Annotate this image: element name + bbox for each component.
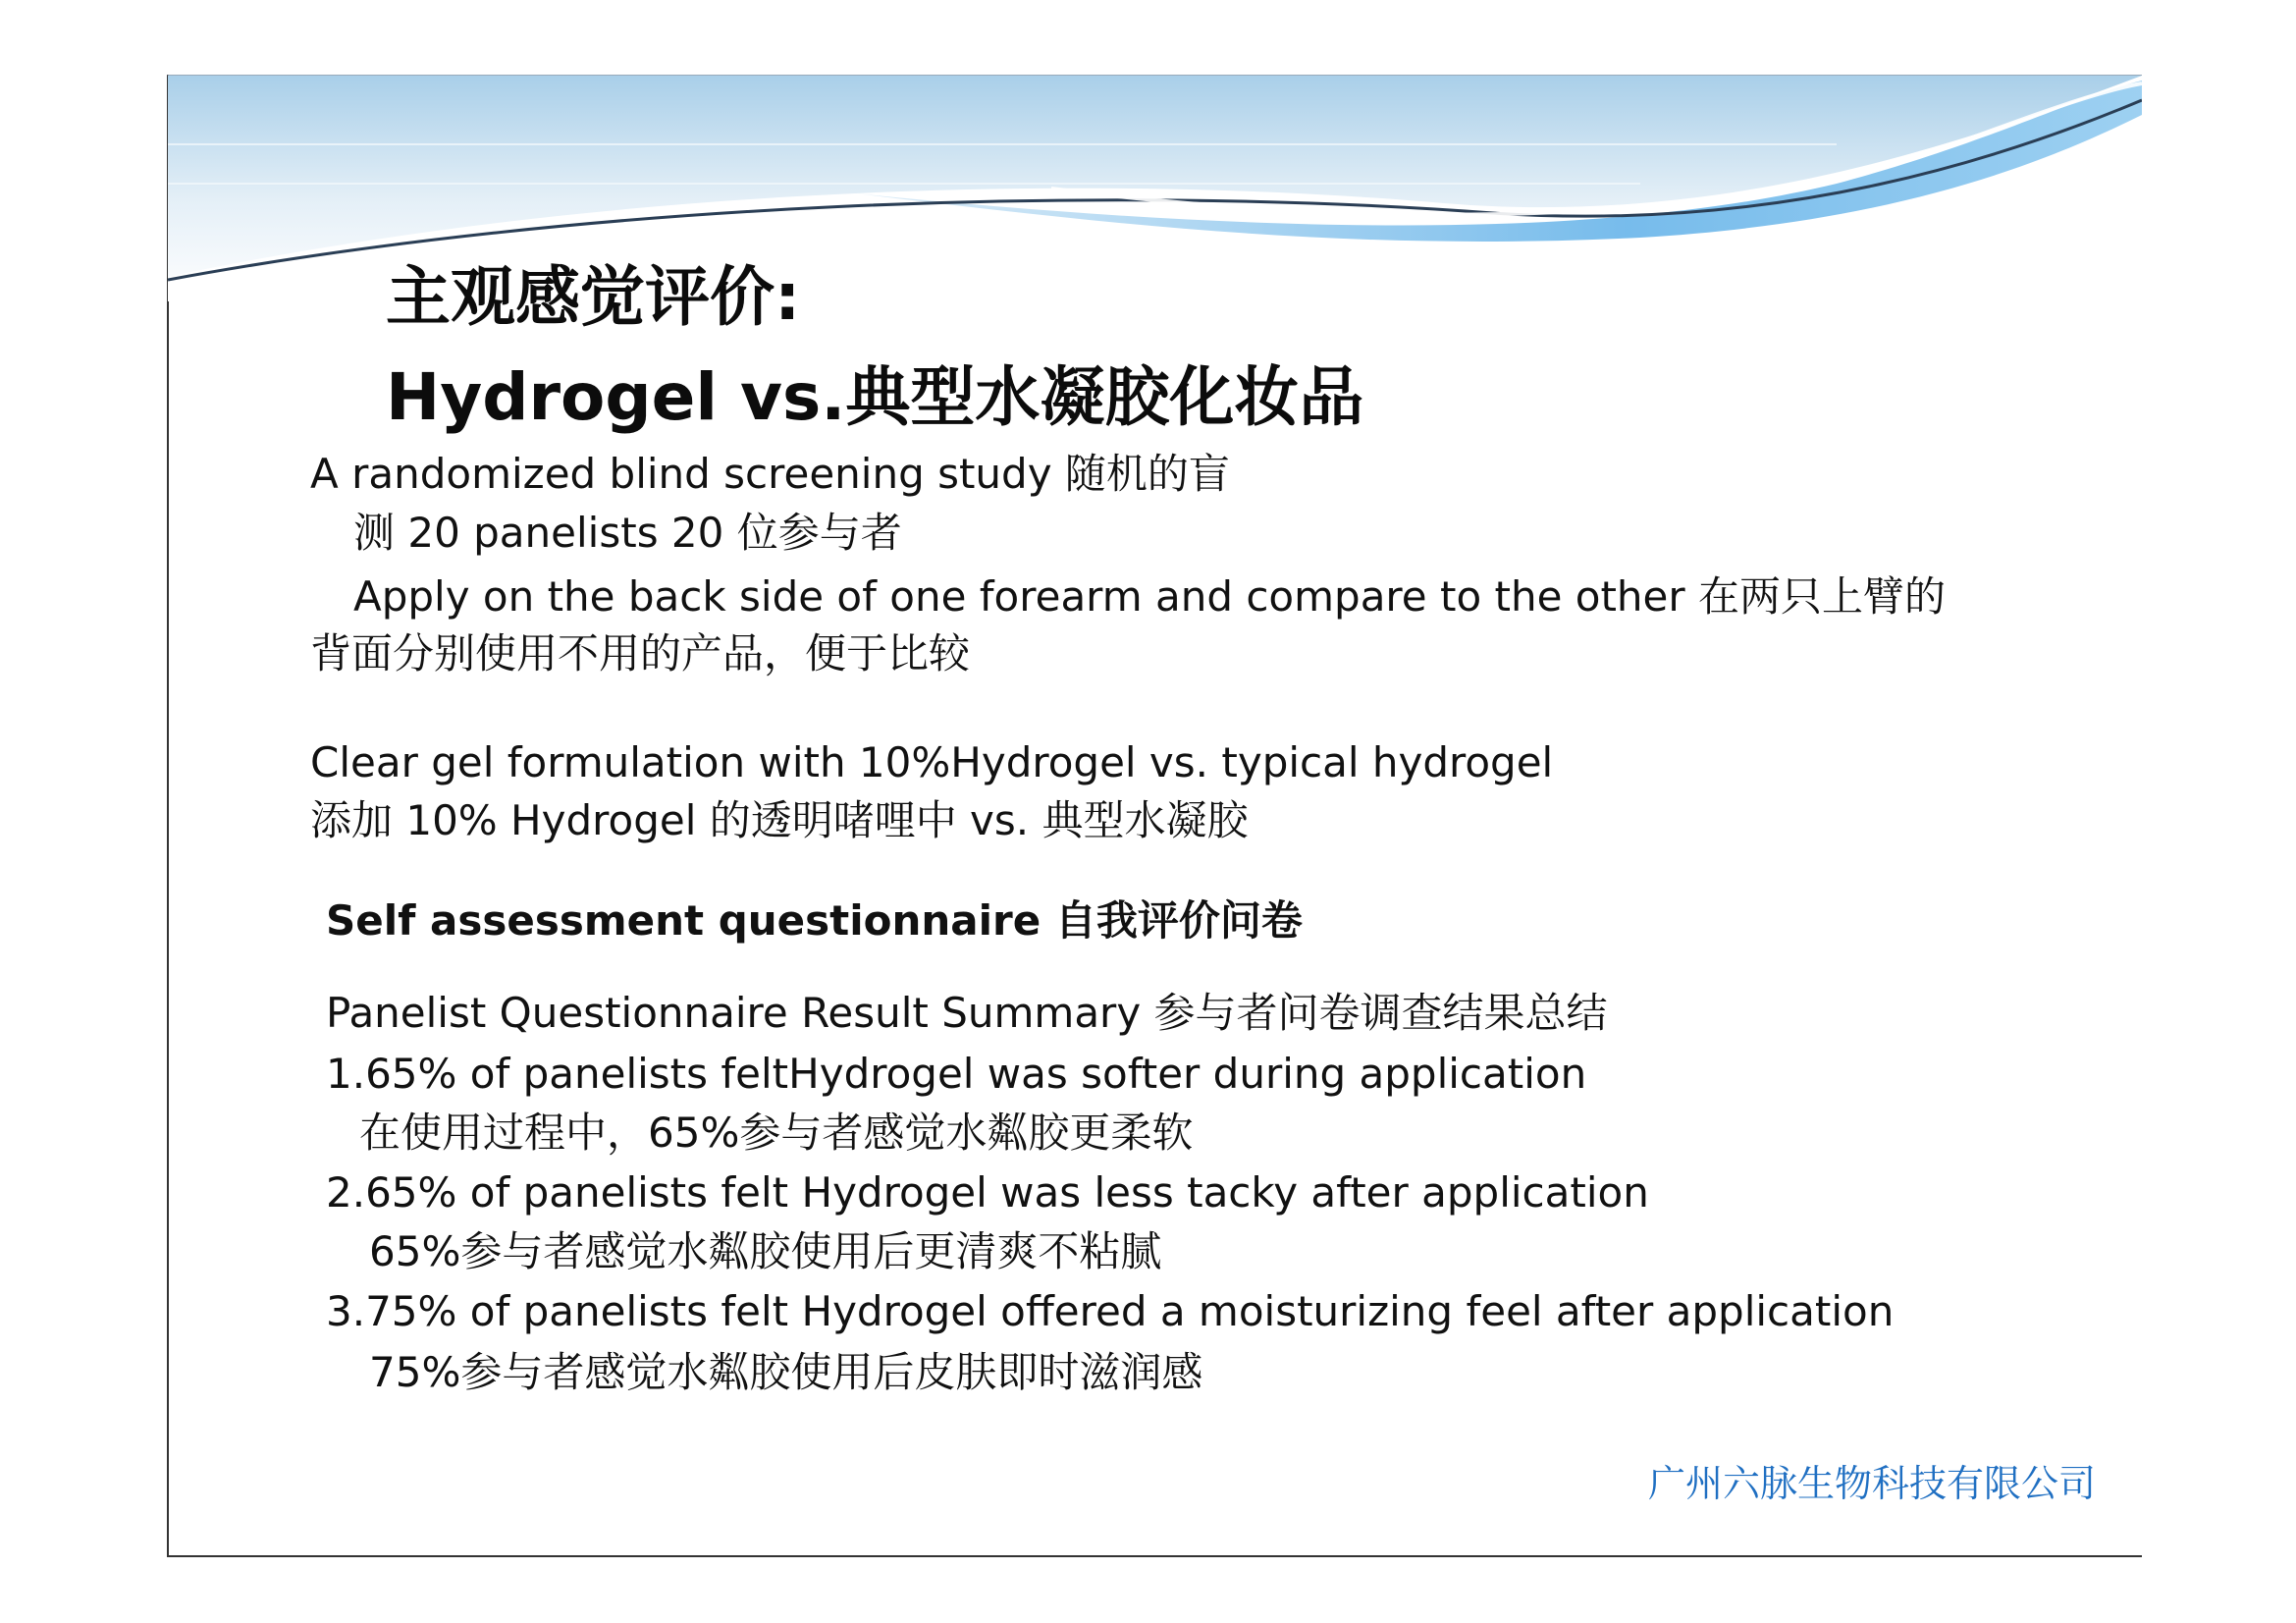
summary-item-3-en: 3.75% of panelists felt Hydrogel offered a moisturizing feel after application [326,1287,1895,1335]
summary-item-2-en: 2.65% of panelists felt Hydrogel was less tacky after application [326,1168,1649,1217]
summary-heading: Panelist Questionnaire Result Summary 参与者问卷调查结果总结 [326,989,1608,1037]
questionnaire-heading: Self assessment questionnaire 自我评价问卷 [326,896,1303,945]
title-line-1: 主观感觉评价: [386,259,801,335]
study-line-1: A randomized blind screening study 随机的盲 [310,450,1230,498]
summary-item-1-zh: 在使用过程中，65%参与者感觉水粼胶更柔软 [359,1109,1194,1157]
summary-item-1-en: 1.65% of panelists feltHydrogel was softer during application [326,1050,1587,1098]
formulation-line-1: Clear gel formulation with 10%Hydrogel vs. typical hydrogel [310,738,1554,786]
summary-item-2-zh: 65%参与者感觉水粼胶使用后更清爽不粘腻 [369,1227,1162,1275]
title-line-2: Hydrogel vs.典型水凝胶化妆品 [386,359,1364,435]
formulation-line-2: 添加 10% Hydrogel 的透明啫哩中 vs. 典型水凝胶 [310,796,1249,844]
study-line-2: 测 20 panelists 20 位参与者 [353,509,902,557]
study-line-4: 背面分别使用不用的产品，便于比较 [310,629,971,677]
company-name: 广州六脉生物科技有限公司 [1647,1462,2096,1505]
summary-item-3-zh: 75%参与者感觉水粼胶使用后皮肤即时滋润感 [369,1348,1203,1396]
study-line-3: Apply on the back side of one forearm and compare to the other 在两只上臂的 [353,572,1947,621]
